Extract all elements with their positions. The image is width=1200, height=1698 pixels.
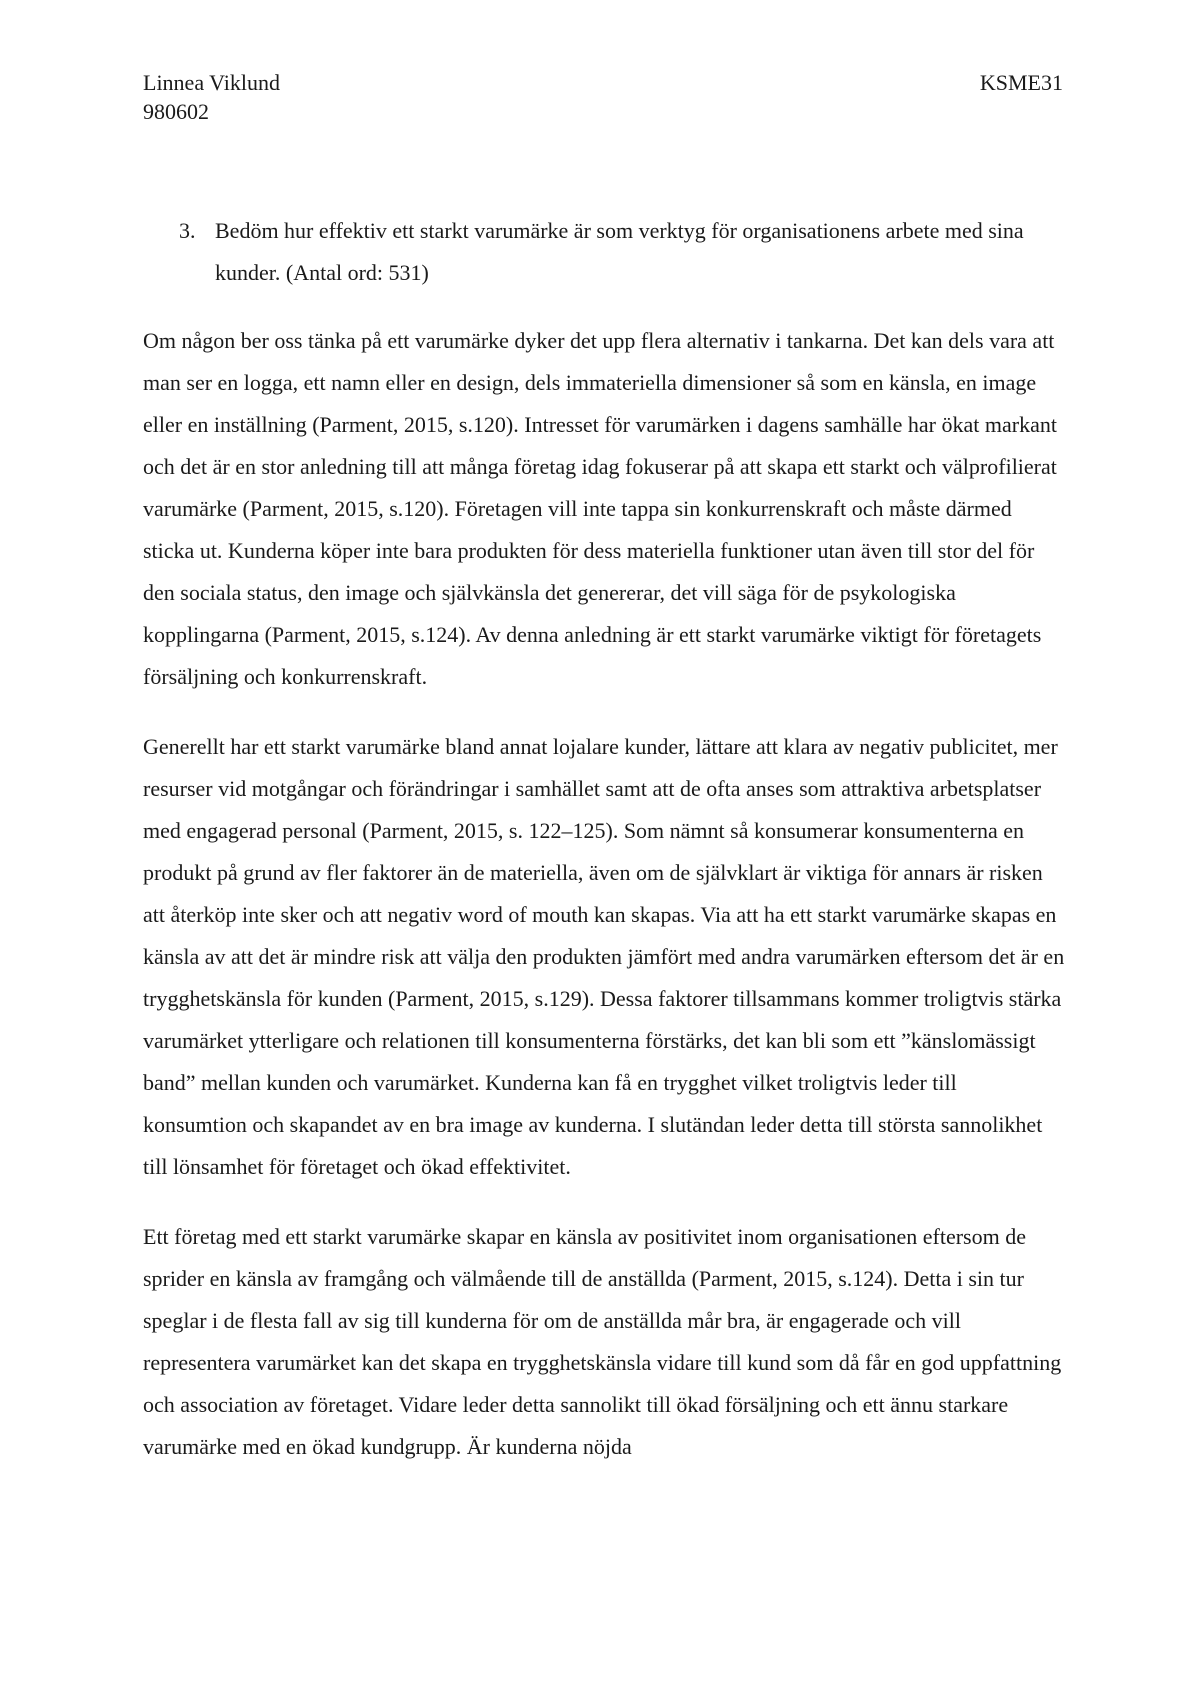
author-date: 980602 — [143, 99, 209, 124]
header-author-block — [143, 68, 280, 126]
paragraph: Generellt har ett starkt varumärke bland annat lojalare kunder, lättare att klara av negativ publicitet, mer resurser vid motgångar och förändringar i samhället samt att de ofta anses som attraktiva arbetsplatser med engagerad personal (Parment, 2015, s. 122–125). Som nämnt så konsumerar konsumenterna en produkt på grund av fler faktorer än de materiella, även om de självklart är viktiga för annars är risken att återköp inte sker och att negativ word of mouth kan skapas. Via att ha ett starkt varumärke skapas en känsla av att det är mindre risk att välja den produkten jämfört med andra varumärken eftersom det är en trygghetskänsla för kunden (Parment, 2015, s.129). Dessa faktorer tillsammans kommer troligtvis stärka varumärket ytterligare och relationen till konsumenterna förstärks, det kan bli som ett ”känslomässigt band” mellan kunden och varumärket. Kunderna kan få en trygghet vilket troligtvis leder till konsumtion och skapandet av en bra image av kunderna. I slutändan leder detta till största sannolikhet till lönsamhet för företaget och ökad effektivitet. — [143, 734, 1065, 1179]
paragraph: Ett företag med ett starkt varumärke skapar en känsla av positivitet inom organisationen eftersom de sprider en känsla av framgång och välmående till de anställda (Parment, 2015, s.124). Detta i sin tur speglar i de flesta fall av sig till kunderna för om de anställda mår bra, är engagerade och vill representera varumärket kan det skapa en trygghetskänsla vidare till kund som då får en god uppfattning och association av företaget. Vidare leder detta sannolikt till ökad försäljning och ett ännu starkare varumärke med en ökad kundgrupp. Är kunderna nöjda — [143, 1224, 1062, 1459]
author-name: Linnea Viklund — [143, 70, 280, 95]
body-text — [143, 320, 1065, 1496]
paragraph: Om någon ber oss tänka på ett varumärke dyker det upp flera alternativ i tankarna. Det kan dels vara att man ser en logga, ett namn eller en design, dels immateriella dimensioner så som en känsla, en image eller en inställning (Parment, 2015, s.120). Intresset för varumärken i dagens samhälle har ökat markant och det är en stor anledning till att många företag idag fokuserar på att skapa ett starkt och välprofilierat varumärke (Parment, 2015, s.120). Företagen vill inte tappa sin konkurrenskraft och måste därmed sticka ut. Kunderna köper inte bara produkten för dess materiella funktioner utan även till stor del för den sociala status, den image och självkänsla det genererar, det vill säga för de psykologiska kopplingarna (Parment, 2015, s.124). Av denna anledning är ett starkt varumärke viktigt för företagets försäljning och konkurrenskraft. — [143, 328, 1057, 689]
question-item — [143, 210, 1063, 294]
question-number: 3. — [179, 218, 196, 243]
course-code: KSME31 — [979, 70, 1063, 95]
question-text: Bedöm hur effektiv ett starkt varumärke är som verktyg för organisationens arbete med sina kunder. (Antal ord: 531) — [215, 218, 1024, 285]
